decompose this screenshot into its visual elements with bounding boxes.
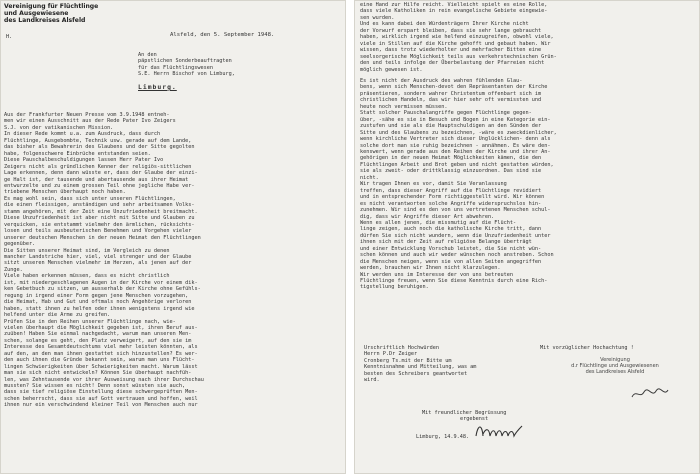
text-line: Die Sitten unserer Heimat sind, im Vergleich zu denen (4, 247, 170, 254)
text-line: Wir werden uns im Interesse der von uns betreuten (360, 271, 514, 278)
text-line: Zeigers nicht als gründlichen Kenner der religiös-sittlichen (4, 163, 192, 170)
text-line: treffen, dass dieser Angriff auf die Flüchtlinge revidiert (360, 187, 542, 194)
text-line: ihnen sich mit der Zeit auf religiöse Belange überträgt (360, 239, 532, 246)
text-line: Lage erkennen, denn dann wüsste er, dass der Glaube der einzi- (4, 170, 198, 177)
text-line: auf den, an den man ihnen gestattet sich hinzustellen? Es wer- (4, 350, 198, 357)
org-line-1: Vereinigung für Flüchtlinge (4, 3, 99, 10)
text-line: der Vorwurf erspart bleiben, dass sie sehr lange gebraucht (360, 27, 542, 34)
text-line: und in entsprechender Form richtiggestellt wird. Wir können (360, 194, 545, 201)
text-line: man sie sich nicht entwickeln? Können Sie überhaupt nachfüh- (4, 370, 192, 377)
text-line: den auch ihnen die Gründe bekannt sein, warum man uns Flücht- (4, 357, 195, 364)
text-line: bens, wenn sich Menschen-devot den Repräsentanten der Kirche (360, 84, 548, 91)
text-line: die Heimat, Hab und Gut und oftmals noch Angehörige verloren (4, 299, 192, 306)
stamp-line: Vereinigung (600, 357, 630, 364)
text-line: dass sie tief religiöse Einstellung diese schwergeprüften Men- (4, 389, 198, 396)
text-line: stamm angehören, mit der Zeit eine Unzufriedenheit breitmacht. (4, 208, 198, 215)
text-line: entwurzelte und zu einem grossen Teil ohne jegliche Habe ver- (4, 182, 195, 189)
text-line: haben, wirklich irgend wie helfend einzugreifen, obwohl viele, (360, 34, 554, 41)
text-line: haben, statt ihnen zu helfen oder ihnen wenigstens irgend wie (4, 305, 195, 312)
stamp-signature-scribble (630, 387, 670, 401)
text-line: mancher Landstriche hier, viel, viel strenger und der Glaube (4, 253, 192, 260)
text-line: linge zeigen, auch noch die katholische Kirche tritt, dann (360, 226, 542, 233)
text-line: das bisher als Bewahrerin des Glaubens und der Sitte gegolten (4, 144, 195, 151)
text-line: habe, folgenschwere Einbrüche entstanden seien. (4, 150, 151, 157)
text-line: ist, mit niedergeschlagenen Augen in der Kirche vor einem dik- (4, 279, 198, 286)
text-line: dig, dass wir Angriffe dieser Art abwehren. (360, 213, 495, 220)
text-line: und einer Entwicklung Vorschub leistet, die Sie nicht wün- (360, 245, 542, 252)
text-line: len, was Zehntausende vor ihrer Ausweisung nach ihrer Durchschau (4, 376, 204, 383)
org-line-2: und Ausgewiesene (4, 10, 69, 18)
letter-page-2 (354, 0, 700, 474)
text-line: Interesse des Gesamtdeutschtums viel mehr leisten könnten, als (4, 344, 198, 351)
organization-stamp (540, 357, 690, 375)
text-line: losen und teils ausbeuterischen Benehmen und Vorgehen vieler (4, 228, 192, 235)
letter-page-1 (0, 0, 346, 474)
text-line: zuüben! Haben Sie einmal nachgedacht, warum man unseren Men- (4, 331, 192, 338)
address-block (138, 52, 235, 90)
text-line: ken Gebetbuch zu sitzen, um ausserhalb der Kirche ohne Gefühls- (4, 286, 201, 293)
text-line: Zunge. (4, 266, 23, 273)
text-line: men wir einen Ausschnitt aus der Rede Pater Ivo Zeigers (4, 118, 176, 125)
text-line: mussten? Sie wissen es nicht! Denn sonst wüssten sie auch, (4, 383, 186, 390)
text-line: Statt solcher Pauschalangriffe gegen Flüchtlinge gegen- (360, 110, 532, 117)
text-line: viele in Stillen auf die Kirche gehofft und gebaut haben. Wir (360, 40, 551, 47)
address-line: An den (138, 52, 157, 58)
text-line: gegenüber. (4, 241, 36, 248)
text-line: unserer deutschen Menschen in der neuen Heimat den Flüchtlingen (4, 234, 201, 241)
text-line: Viele haben erkennen müssen, dass es nicht christlich (4, 273, 170, 280)
text-line: den und teils infolge der Überbelastung der Pfarreien nicht (360, 60, 545, 67)
text-line: dass viele Katholiken in rein evangelische Gebiete eingewie- (360, 8, 548, 15)
text-line: die Menschen neigen, wenn sie von allen Seiten angegriffen (360, 258, 542, 265)
address-line: für das Flüchtlingswesen (138, 64, 213, 71)
text-line: schen können und auch wir weder wünschen noch anstreben. Schon (360, 252, 554, 259)
text-line: Und es kann dabei den Würdenträgern Ihrer Kirche nicht (360, 21, 529, 28)
text-line: vielen überhaupt die Möglichkeit gegeben ist, ihren Beruf aus- (4, 324, 198, 331)
text-line: triebene Menschen überhaupt noch haben. (4, 189, 126, 196)
text-line: präsentieren, sondern wahrer Christentum offenbart sich im (360, 90, 542, 97)
text-line: Es mag wohl sein, dass sich unter unseren Flüchtlingen, (4, 195, 176, 202)
text-line: Flüchtlinge, Ausgebombte, Technik usw. gerade auf dem Lande, (4, 137, 192, 144)
text-line: Flüchtlingen Arbeit und Brot geben und nicht gestatten würden, (360, 161, 554, 168)
text-line: verquicken, sie entstammt vielmehr den ärmlichen, rücksichts- (4, 221, 195, 228)
text-line: ihnen nur ein verschwindend kleiner Teil von Menschen auch nur (4, 402, 198, 409)
text-line: zustufen und sie als die Hauptschuldigen an den Sünden der (360, 123, 542, 130)
text-line: In dieser Rede kommt u.a. zum Ausdruck, dass durch (4, 131, 161, 138)
text-line: Diese Pauschalbeschuldigungen lassen Herr Pater Ivo (4, 157, 164, 164)
text-line: möglich gewesen ist. (360, 66, 423, 73)
recipient-line: Urschriftlich Hochwürden (364, 345, 439, 351)
recipient-line: Herrn P.Dr Zeiger (364, 351, 418, 358)
text-line: Aus der Frankfurter Neuen Presse vom 3.9.1948 entneh- (4, 112, 170, 118)
letter-initial: H. (6, 34, 13, 40)
address-line: päpstlichen Sonderbeauftragten (138, 58, 232, 65)
text-line: wissen, dass trotz wiederholter und mehrfacher Bitten eine (360, 47, 542, 54)
dateline: Alsfeld, den 5. September 1948. (170, 32, 275, 38)
text-line: eine Hand zur Hilfe reicht. Vielleicht spielt es eine Rolle, (360, 2, 548, 8)
text-line: Prüfen Sie in den Reihen unserer Flüchtlinge nach, wie- (4, 318, 176, 325)
text-line: werden, brauchen wir Ihnen nicht klarzulegen. (360, 265, 501, 272)
recipient-line: Cronberg Ts.mit der Bitte um (364, 357, 452, 364)
text-line: regung in irgend einer Form gegen jene Menschen vorzugehen, (4, 292, 189, 299)
greeting-line: Mit freundlicher Begrüssung (422, 410, 507, 416)
text-line: sitzt unseren Menschen vielmehr im Herzen, als jenen auf der (4, 260, 192, 267)
stamp-line: des Landkreises Alsfeld (585, 369, 645, 376)
text-line: Wir tragen Ihnen es vor, damit Sie Veranlassung (360, 181, 507, 188)
text-line: zunehmen. Wir sind es den von uns vertretenen Menschen schul- (360, 207, 551, 214)
text-line: schen beherrscht, dass sie auf Gott vertrauen und hoffen, weil (4, 395, 198, 402)
place-date: Limburg, 14.9.48. (416, 434, 470, 440)
text-line: helfend unter die Arme zu greifen. (4, 312, 111, 319)
recipient-line: besten des Schreibers geantwortet (364, 370, 468, 377)
letter-body-page-2 (360, 2, 696, 291)
text-line: sen wurden. (360, 14, 395, 21)
text-line: sie als zweit- oder drittklassig einzuordnen. Das sind sie (360, 168, 542, 175)
text-line: dürfen Sie sich nicht wundern, wenn die Unzufriedenheit unter (360, 232, 551, 239)
text-line: wenn kirchliche Vertreter sich dieser Unglücklichen- denn als (360, 136, 551, 143)
text-line: über, -sähe es sie in Besuch und Bogen in eine Kategorie ein- (360, 116, 551, 123)
text-line: Wenn es allen jenen, die missmutig auf die Flücht- (360, 219, 517, 226)
text-line: die einen fleissigen, anständigen und sehr arbeitsamen Volks- (4, 202, 195, 209)
text-line: lingen Schwierigkeiten über Schwierigkeiten macht. Warum lässt (4, 363, 198, 370)
text-line: gehörigen in der neuen Heimat Möglichkeiten kämen, die den (360, 155, 542, 162)
address-city: Limburg. (138, 82, 177, 91)
text-line: christlichen Handeln, das wir hier sehr oft vermissten und (360, 97, 542, 104)
text-line: heute noch vermissen müssen. (360, 103, 448, 110)
recipient-line: wird. (364, 377, 380, 384)
address-line: S.E. Herrn Bischof von Limburg, (138, 71, 235, 78)
org-line-3: des Landkreises Alsfeld (4, 17, 86, 25)
recipient-line: Kenntnisnahme und Mitteilung, was am (364, 364, 477, 371)
text-line: schen, solange es geht, den Platz verweigert, auf den sie im (4, 337, 192, 344)
text-line: S.J. von der vatikanischen Mission. (4, 124, 114, 131)
letter-body-page-1 (4, 112, 342, 409)
recipient-note (364, 345, 476, 384)
text-line: tigstellung beruhigen. (360, 284, 429, 291)
text-line: solche dort man sie ruhig bezeichnen - annähmen. Es wäre den- (360, 142, 551, 149)
text-line: ge Halt ist, der tausende und abertausende aus ihrer Heimat (4, 176, 189, 183)
text-line: es nicht verantworten solche Angriffe widerspruchslos hin- (360, 200, 542, 207)
greeting-line: ergebenst (460, 416, 489, 423)
text-line: Sitte und des Glaubens zu bezeichnen, -wäre es zweckdienlicher, (360, 129, 557, 136)
text-line: kenswert, wenn gerade aus den Reihen der Kirche und ihrer An- (360, 148, 551, 155)
text-line: Es ist nicht der Ausdruck des wahren fühlenden Glau- (360, 77, 523, 84)
closing-stamp-area (540, 345, 690, 375)
closing-line: Mit vorzüglicher Hochachtung ! (540, 345, 634, 351)
organization-letterhead (4, 3, 104, 25)
text-line: Diese Unzufriedenheit ist aber nicht mit Sitte und Glauben zu (4, 215, 195, 222)
text-line: seelsorgerische Möglichkeit teils aus verkehrstechnischen Grün- (360, 53, 557, 60)
text-line: nicht. (360, 174, 379, 181)
text-line: Flüchtlinge freuen, wenn Sie diese Kenntnis durch eine Rich- (360, 278, 548, 285)
handwritten-signature (474, 420, 524, 442)
stamp-line: d.r Flüchtlinge und Ausgewiesenen (571, 363, 659, 370)
